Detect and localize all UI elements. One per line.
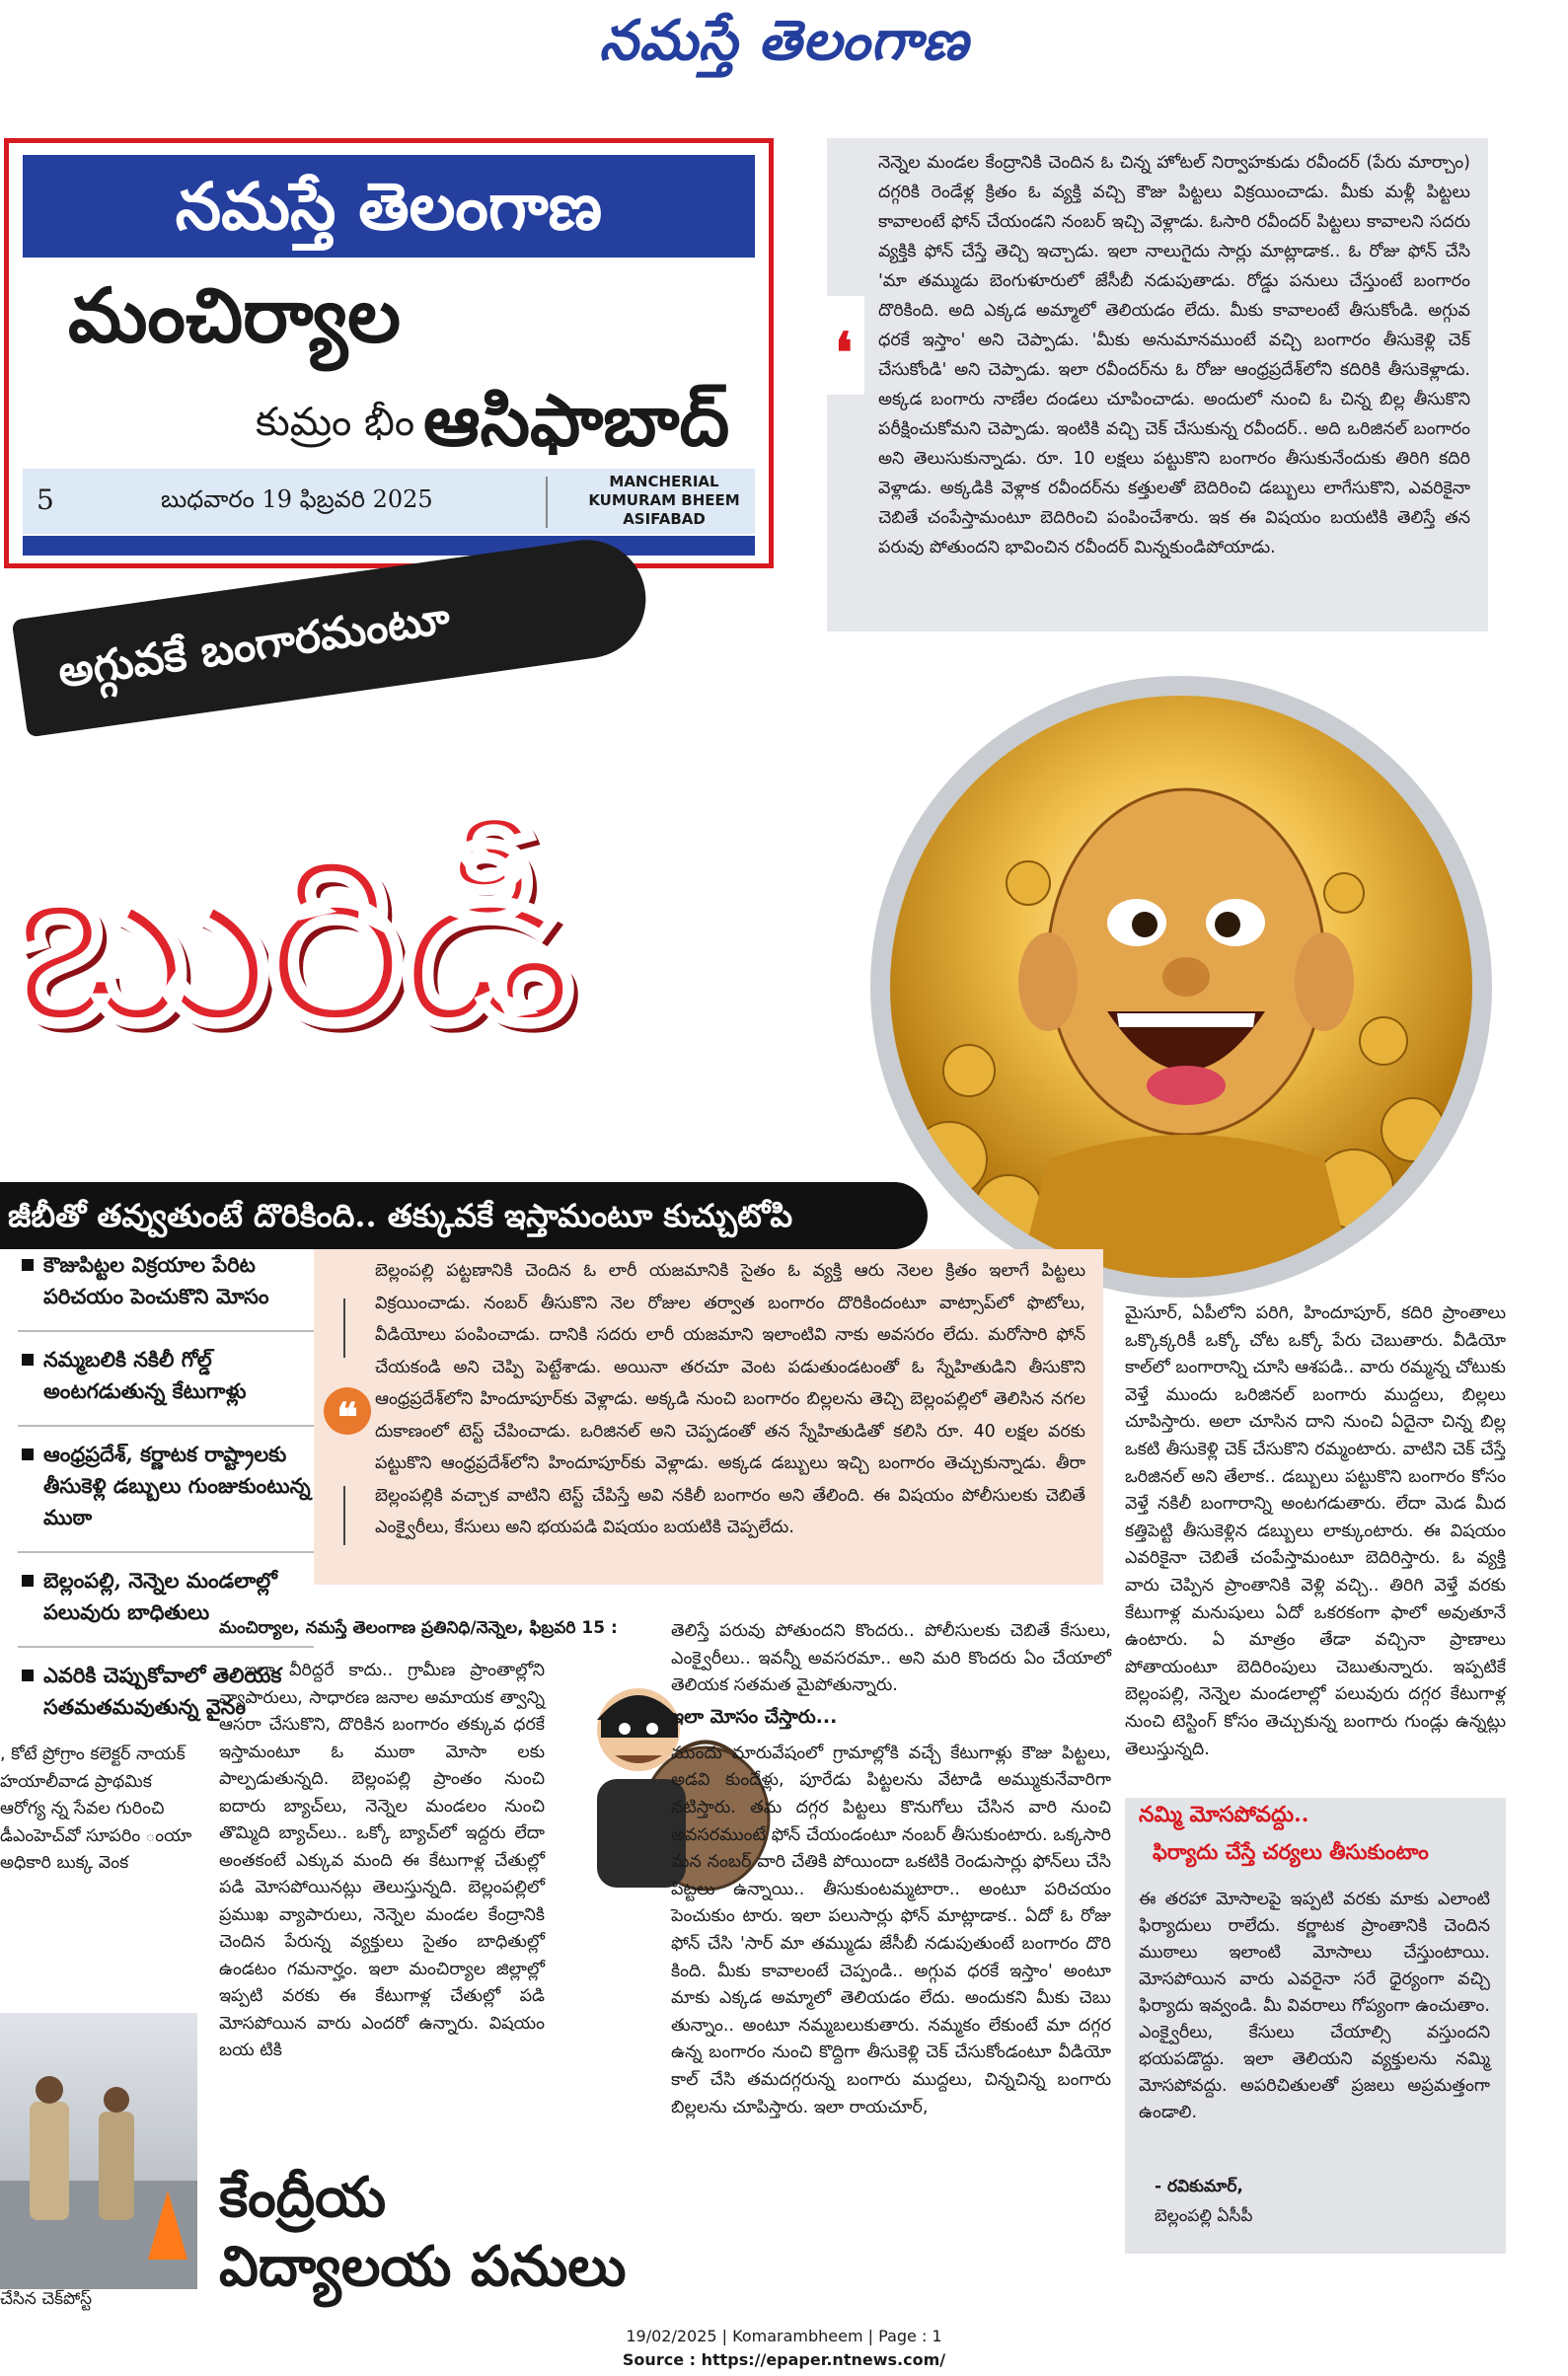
edition-box [4,138,774,568]
list-item: బెల్లంపల్లి, నెన్నెల మండలాల్లో పలువురు బాధితులు [18,1565,314,1628]
edition-bottom-band [23,536,755,556]
article-text: మైసూర్, ఏపీలోని పరిగి, హిందూపూర్, కదిరి ప్రాంతాలు ఒక్కొక్కరికీ ఒక్కో చోట ఒక్కో పేరు చెబుతారు. వీడియో కాల్‌లో బంగారాన్ని చూసి ఆశపడి.. వారు రమ్మన్న చోటుకు వెళ్తే ముందు ఒరిజినల్ బంగారు ముద్దలు, బిల్లలు చూపిస్తారు. అలా చూసిన దాని నుంచి ఏదైనా చిన్న బిల్ల ఒకటి తీసుకెళ్లి చెక్ చేసుకొని రమ్మంటారు. వాటిని చెక్ చేస్తే ఒరిజినల్ అని తేలాక.. డబ్బులు పట్టుకొని బంగారం కోసం వెళ్తే నకిలీ బంగారాన్ని అంటగడుతారు. లేదా మెడ మీద కత్తిపెట్టి తీసుకెళ్లిన డబ్బులు లాక్కుంటారు. ఈ విషయం ఎవరికైనా చెబితే చంపేస్తామంటూ బెదిరిస్తారు. ఓ వ్యక్తి వారు చెప్పిన ప్రాంతానికి వెళ్లి వచ్చి.. తిరిగి వెళ్తే వరకు కేటుగాళ్ల మనుషులు ఏదో ఒకరకంగా ఫాలో అవుతూనే ఉంటారు. ఏ మాత్రం తేడా వచ్చినా ప్రాణాలు పోతాయంటూ బెదిరింపులు చెబుతున్నారు. ఇప్పటికే బెల్లంపల్లి, నెన్నెల మండలాల్లో పలువురు దగ్గర కేటుగాళ్ల నుంచి టెస్టింగ్ కోసం తెచ్చుకున్న బంగారు గుండ్లు ఉన్నట్లు తెలుస్తున్నది. [1125,1303,1506,1759]
edition-city: మంచిర్యాల [68,271,402,359]
edition-date: బుధవారం 19 ఫిబ్రవరి 2025 [161,485,433,513]
headline-main: బురిడీ [12,798,569,1077]
section-subheading: ఇలా మోసం చేస్తారు... [671,1705,838,1728]
divider [18,1551,314,1553]
quote-icon: ❛ [835,321,854,386]
edition-paper-name: నమస్తే తెలంగాణ [23,155,755,258]
cartoon-gold-image [870,676,1492,1298]
sidebar-story [827,138,1488,631]
article-text: తెలిస్తే పరువు పోతుందని కొందరు.. పోలీసులకు చెబితే కేసులు, ఎంక్వైరీలు.. ఇవన్నీ అవసరమా.. అని మరి కొందరు ఏం చేయాలో తెలియక సతమత మైపోతున్నారు. [671,1621,1111,1696]
list-item: కౌజుపిట్టల విక్రయాల పేరిట పరిచయం పెంచుకొని మోసం [18,1249,314,1312]
footer-info: 19/02/2025 | Komarambheem | Page : 1 [626,2327,942,2345]
masthead-title: నమస్తే తెలంగాణ [599,8,969,73]
article-column-2 [671,1618,1111,2121]
divider [18,1330,314,1332]
article-column-3 [1125,1300,1506,1763]
cropped-article-text: , కోటే ప్రోగ్రాం కలెక్టర్ నాయక్ హయాలీవాడ ప్రాథమిక ఆరోగ్య న్న సేవల గురించి డీఎంహెచ్‌వో సూపరిం ంయా అధికారి బుక్క వెంక [0,1745,192,1873]
checkpost-photo [0,2013,197,2289]
divider [18,1646,314,1648]
headline-tagline: జీబీతో తవ్వుతుంటే దొరికింది.. తక్కువకే ఇస్తామంటూ కుచ్చుటోపి [0,1182,928,1249]
headline-kicker: అగ్గువకే బంగారమంటూ [12,533,653,738]
article-text: ముందు మారువేషంలో గ్రామాల్లోకి వచ్చే కేటుగాళ్లు కౌజు పిట్టలు, అడవి కుందేళ్లు, పూరేడు పిట్టలను వేటాడి అమ్ముకునేవారిగా నటిస్తారు. తమ దగ్గర పిట్టలు కొనుగోలు చేసిన వారి నుంచి అవసరముంటే ఫోన్ చేయండంటూ నంబర్ తీసుకుంటారు. ఒక్కసారి మన నంబర్ వారి చేతికి పోయిందా ఒకటికి రెండుసార్లు ఫోన్‌లు చేసి పిట్టలు ఉన్నాయి.. తీసుకుంటమ్మటారా.. అంటూ పరిచయం పెంచుకుం టారు. ఇలా పలుసార్లు ఫోన్ మాట్లాడాక.. ఏదో ఓ రోజు ఫోన్ చేసి 'సార్ మా తమ్ముడు జేసీబీ నడుపుతుంటే బంగారం దొరి కింది. మీకు కావాలంటే చెప్పండి.. అగ్గువ ధరకే ఇస్తాం' అంటూ మాకు ఎక్కడ అమ్మాలో తెలియడం లేదు. అందుకని మీకు చెబు తున్నాం.. అంటూ నమ్మబలుకుతారు. నమ్మకం లేకుంటే మా దగ్గర ఉన్న బంగారం నుంచి కొద్దిగా తీసుకెళ్లి చెక్ చేసుకోండంటూ వీడియో కాల్ చేసి తమదగ్గరున్న బంగారు ముద్దలు, చిన్నచిన్న బంగారు బిల్లలను చూపిస్తారు. ఇలా రాయచూర్, [671,1743,1111,2117]
divider [343,1486,345,1545]
article-text: .. ఇలా వీరిద్దరే కాదు.. గ్రామీణ ప్రాంతాల్లోని వ్యాపారులు, సాధారణ జనాల అమాయక త్వాన్ని ఆసరా చేసుకొని, దొరికిన బంగారం తక్కువ ధరకే ఇస్తామంటూ ఓ ముఠా మోసా లకు పాల్పడుతున్నది. బెల్లంపల్లి ప్రాంతం నుంచి ఐదారు బ్యాచ్‌లు, నెన్నెల మండలం నుంచి తొమ్మిది బ్యాచ్‌లు.. ఒక్కో బ్యాచ్‌లో ఇద్దరు లేదా అంతకంటే ఎక్కువ మంది ఈ కేటుగాళ్ల చేతుల్లో పడి మోసపోయినట్లు తెలుస్తున్నది. బెల్లంపల్లిలో ప్రముఖ వ్యాపారులు, నెన్నెల మండల కేంద్రానికి చెందిన పేరున్న వ్యక్తులు సైతం బాధితుల్లో ఉండటం గమనార్హం. ఇలా మంచిర్యాల జిల్లాల్లో ఇప్పటి వరకు ఈ కేటుగాళ్ల చేతుల్లో పడి మోసపోయిన వారు ఎందరో ఉన్నారు. విషయం బయ టికి [219,1661,545,2060]
sidebar-story-text: నెన్నెల మండల కేంద్రానికి చెందిన ఓ చిన్న హోటల్ నిర్వాహకుడు రవీందర్ (పేరు మార్చాం) దగ్గరికి రెండేళ్ల క్రితం ఓ వ్యక్తి వచ్చి కౌజు పిట్టలు విక్రయించాడు. మీకు మళ్లీ పిట్టలు కావాలంటే ఫోన్ చేయండని నంబర్ ఇచ్చి వెళ్లాడు. ఓసారి రవీందర్ పిట్టలు కావాలని సదరు వ్యక్తికి ఫోన్ చేస్తే తెచ్చి ఇచ్చాడు. ఇలా నాలుగైదు సార్లు మాట్లాడాక.. ఓ రోజు ఫోన్ చేసి 'మా తమ్ముడు బెంగుళూరులో జేసీబీ నడుపుతాడు. రోడ్డు పనులు చేస్తుంటే బంగారం దొరికింది. అది ఎక్కడ అమ్మాలో తెలియడం లేదు. మీకు కావాలంటే తీసుకోండి. అగ్గువ ధరకే ఇస్తాం' అని చెప్పాడు. 'మీకు అనుమానముంటే వచ్చి బంగారం తీసుకెళ్లి చెక్ చేసుకోండి' అని చెప్పాడు. ఇలా రవీందర్‌ను ఓ రోజు ఆంధ్రప్రదేశ్‌లోని కదిరికి తీసుకెళ్లాడు. అక్కడ బంగారు నాణేల దండలు చూపించాడు. అందులో నుంచి ఓ చిన్న బిల్ల తీసుకొని పరీక్షించుకోమని చెప్పాడు. ఇంటికి వచ్చి చెక్ చేసుకున్న రవీందర్.. అది ఒరిజినల్ బంగారం అని తెలుసుకున్నాడు. రూ. 10 లక్షలు పట్టుకొని బంగారం తీసుకునేందుకు తిరిగి కదిరి వెళ్లాడు. అక్కడికి వెళ్లాక రవీందర్‌ను కత్తులతో బెదిరించి డబ్బులు లాగేసుకొని, ఎవరికైనా చెబితే చంపేస్తామంటూ బెదిరించి పంపించేశారు. ఇక ఈ విషయం బయటికి తెలిస్తే తన పరువు పోతుందని భావించిన రవీందర్ మిన్నకుండిపోయాడు. [878,153,1470,557]
bullet-icon [22,1354,34,1366]
divider [18,1425,314,1427]
page-number: 5 [37,483,54,516]
list-item: నమ్మబలికి నకిలీ గోల్డ్ అంటగడుతున్న కేటుగాళ్లు [18,1344,314,1407]
highlight-box [314,1249,1103,1585]
edition-info-strip [23,469,755,534]
highlight-box-text: బెల్లంపల్లి పట్టణానికి చెందిన ఓ లారీ యజమానికి సైతం ఓ వ్యక్తి ఆరు నెలల క్రితం ఇలాగే పిట్టలు విక్రయించాడు. నంబర్ తీసుకొని నెల రోజుల తర్వాత బంగారం దొరికిందంటూ వాట్సాప్‌లో ఫొటోలు, వీడియోలు పంపించాడు. దానికి సదరు లారీ యజమాని ఇలాంటివి నాకు అవసరం లేదు. మరోసారి ఫోన్ చేయకండి అని చెప్పి పెట్టేశాడు. అయినా తరచూ వెంట పడుతుండటంతో ఓ స్నేహితుడిని తీసుకొని ఆంధ్రప్రదేశ్‌లోని హిందూపూర్‌కు వెళ్లాడు. అక్కడి నుంచి బంగారం బిల్లలను తెచ్చి బెల్లంపల్లిలో తెలిసిన నగల దుకాణంలో టెస్ట్ చేపించాడు. ఒరిజినల్ అని చెప్పడంతో తన స్నేహితుడితో కలిసి రూ. 40 లక్షల వరకు పట్టుకొని ఆంధ్రప్రదేశ్‌లోని హిందూపూర్‌కు వెళ్లాడు. అక్కడ డబ్బులు ఇచ్చి బంగారం తెచ్చుకున్నాడు. తీరా బెల్లంపల్లికి వచ్చాక వాటిని టెస్ట్ చేపిస్తే అవి నకిలీ బంగారం అని తేలింది. ఈ విషయం పోలీసులకు చెబితే ఎంక్వైరీలు, కేసులు అని భయపడి విషయం బయటికి చెప్పలేదు. [375,1261,1085,1537]
edition-district-prefix: కుమ్రం భీం [256,400,415,445]
edition-english-name: MANCHERIAL KUMURAM BHEEM ASIFABAD [588,473,740,528]
warning-text: ఈ తరహా మోసాలపై ఇప్పటి వరకు మాకు ఎలాంటి ఫిర్యాదులు రాలేదు. కర్ణాటక ప్రాంతానికి చెందిన ముఠాలు ఇలాంటి మోసాలు చేస్తుంటాయి. మోసపోయిన వారు ఎవరైనా సరే ధైర్యంగా వచ్చి ఫిర్యాదు ఇవ్వండి. మీ వివరాలు గోప్యంగా ఉంచుతాం. ఎంక్వైరీలు, కేసులు చేయాల్సి వస్తుందని భయపడొద్దు. ఇలా తెలియని వ్యక్తులను నమ్మి మోసపోవద్దు. అపరిచితులతో ప్రజలు అప్రమత్తంగా ఉండాలి. [1139,1890,1490,2122]
bullet-icon [22,1575,34,1587]
warning-box [1125,1879,1506,2254]
warning-subtitle: ఫిర్యాదు చేస్తే చర్యలు తీసుకుంటాం [1153,1839,1429,1864]
cartoon-face-illustration [890,696,1472,1278]
bullet-icon [22,1448,34,1460]
divider [343,1299,345,1358]
bullet-icon [22,1259,34,1271]
bullet-icon [22,1670,34,1681]
edition-district-name: ఆసిఫాబాద్ [423,378,730,462]
warning-title: నమ్మి మోసపోవద్దు.. [1139,1802,1309,1827]
photo-caption: చేసిన చెక్‌పోస్ట్ [0,2289,93,2309]
warning-box-header [1125,1798,1506,1879]
warning-designation: బెల్లంపల్లి ఏసీపీ [1155,2206,1253,2226]
secondary-headline: కేంద్రీయ విద్యాలయ పనులు [219,2165,627,2299]
list-item: ఆంధ్రప్రదేశ్, కర్ణాటక రాష్ట్రాలకు తీసుకెళ్లి డబ్బులు గుంజుకుంటున్న ముఠా [18,1439,314,1533]
footer-source: Source : https://epaper.ntnews.com/ [622,2350,946,2369]
warning-signature: - రవికుమార్, [1155,2177,1243,2196]
divider [546,477,548,528]
list-item: ఎవరికి చెప్పుకోవాలో తెలియక సతమతమవుతున్న వైనం [18,1660,314,1723]
quote-icon: ❝ [324,1387,371,1435]
dateline: మంచిర్యాల, నమస్తే తెలంగాణ ప్రతినిధి/నెన్నెల, ఫిబ్రవరి 15 : [219,1618,618,1638]
